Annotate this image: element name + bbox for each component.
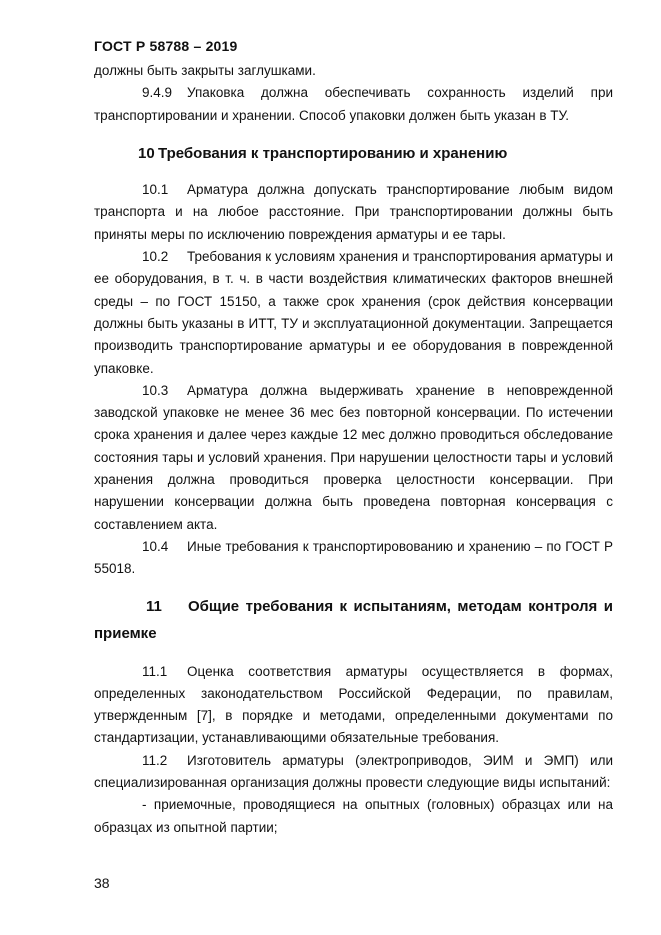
intro-line: должны быть закрыты заглушками. — [94, 63, 316, 78]
clause-text: Требования к условиям хранения и транспортирования арматуры и ее оборудования, в т. ч. в части воздействия климатических факторов внешней среды – по ГОСТ 15150, а также срок хранения (срок действия консервации должны быть указаны в ИТТ, ТУ и эксплуатационной документации. Запрещается производить транспортирование арматуры и ее оборудования в поврежденной упаковке. — [94, 249, 613, 376]
clause-number: 10.3 — [142, 382, 169, 398]
clause-number: 10.2 — [142, 249, 169, 265]
clause-text: Оценка соответствия арматуры осуществляется в формах, определенных законодательством Российской Федерации, по правилам, утвержденным [7], в порядке и методами, определенными документами по стандартизации, устанавливающими обязательные требования. — [94, 663, 613, 746]
paragraph-10-4 — [94, 536, 613, 581]
list-item: - приемочные, проводящиеся на опытных (головных) образцах или на образцах из опытной партии; — [94, 797, 613, 835]
paragraph-10-1 — [94, 179, 613, 246]
section-11-heading — [94, 593, 613, 647]
section-number: 10 — [138, 144, 155, 162]
document-header: ГОСТ Р 58788 – 2019 — [94, 38, 238, 54]
clause-number: 9.4.9 — [142, 85, 173, 101]
clause-text: Арматура должна допускать транспортирование любым видом транспорта и на любое расстояние. При транспортировании должны быть приняты меры по исключению повреждения арматуры и ее тары. — [94, 182, 613, 242]
paragraph-10-2 — [94, 246, 613, 380]
section-number: 11 — [146, 597, 162, 615]
paragraph-11-2 — [94, 750, 613, 795]
clause-number: 10.4 — [142, 538, 169, 554]
section-title: Требования к транспортированию и хранению — [158, 144, 508, 162]
section-10-heading — [94, 143, 613, 165]
clause-text: Изготовитель арматуры (электроприводов, ЭИМ и ЭМП) или специализированная организация должны провести следующие виды испытаний: — [94, 752, 613, 791]
clause-text: Иные требования к транспортировованию и хранению – по ГОСТ Р 55018. — [94, 538, 613, 577]
paragraph-10-3 — [94, 380, 613, 536]
clause-number: 11.1 — [142, 663, 168, 679]
clause-text: Упаковка должна обеспечивать сохранность изделий при транспортировании и хранении. Способ упаковки должен быть указан в ТУ. — [94, 85, 613, 123]
clause-number: 10.1 — [142, 182, 169, 198]
clause-number: 11.2 — [142, 752, 168, 768]
clause-text: Арматура должна выдерживать хранение в неповрежденной заводской упаковке не менее 36 мес без повторной консервации. По истечении срока хранения и далее через каждые 12 мес должно проводиться обследование состояния тары и условий хранения. При нарушении целостности тары и условий хранения должна проводиться проверка целостности консервации. При нарушении консервации должна быть проведена повторная консервация с составлением акта. — [94, 382, 613, 532]
paragraph-11-1 — [94, 661, 613, 750]
page-number: 38 — [94, 875, 110, 891]
document-body — [94, 60, 613, 839]
section-title: Общие требования к испытаниям, методам контроля и приемке — [94, 597, 613, 642]
paragraph-9-4-9 — [94, 82, 613, 127]
